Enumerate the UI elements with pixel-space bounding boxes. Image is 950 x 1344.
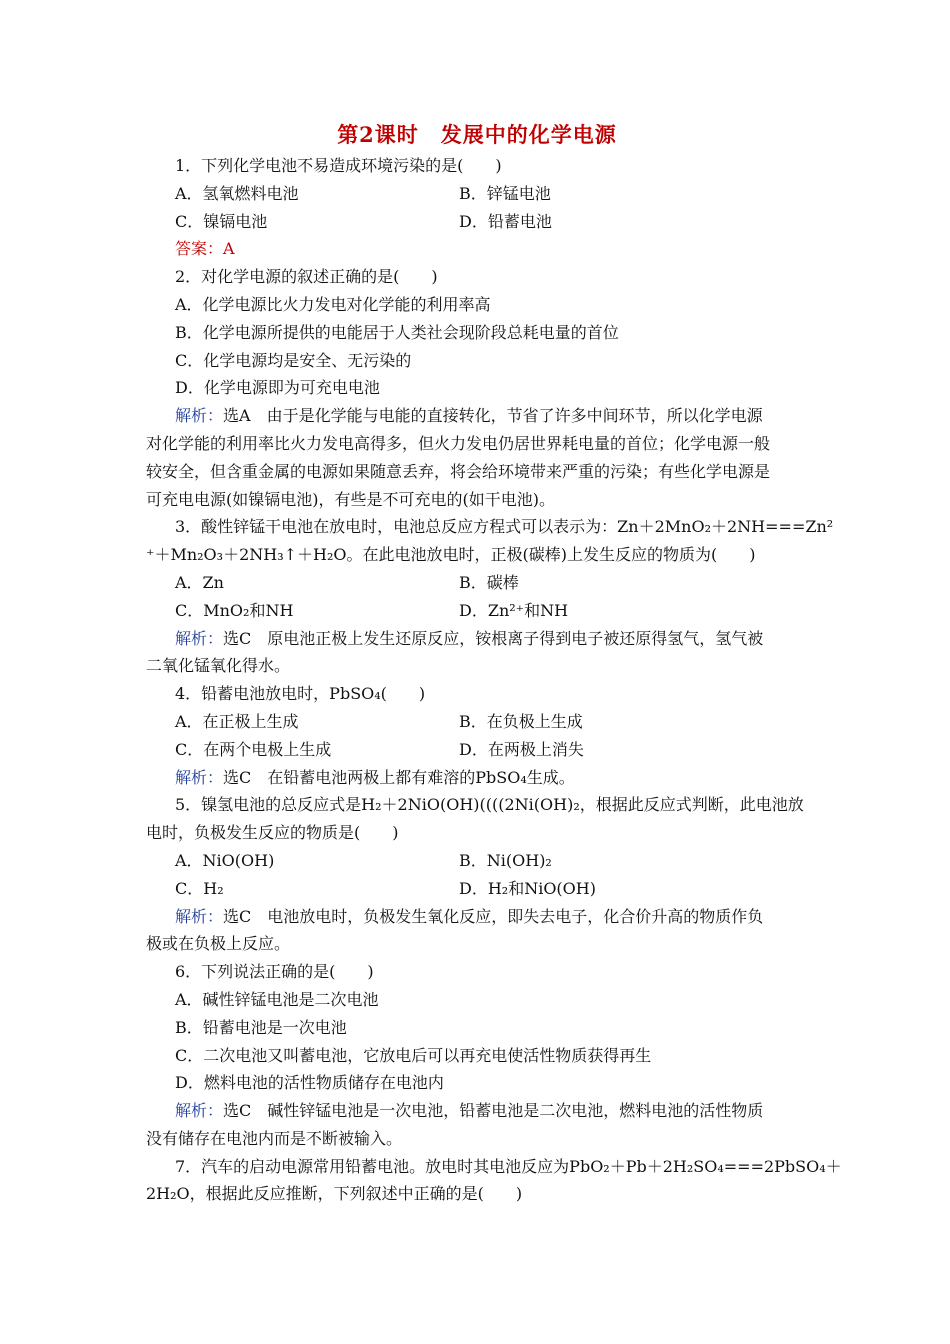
question-3-options-cd <box>146 597 808 625</box>
page-title: 第2课时 发展中的化学电源 <box>337 122 617 147</box>
option-c: C．镍镉电池 <box>175 211 268 231</box>
option-d: D．H₂和NiO(OH) <box>459 878 596 898</box>
question-2-explanation-line-4: 可充电电源(如镍镉电池)，有些是不可充电的(如干电池)。 <box>146 489 555 509</box>
question-3-explanation-line-1 <box>146 625 808 653</box>
option-c: C．二次电池又叫蓄电池，它放电后可以再充电使活性物质获得再生 <box>175 1045 652 1065</box>
option-d: D．化学电源即为可充电电池 <box>175 378 380 398</box>
explanation-label: 解析： <box>175 628 224 648</box>
option-b: B．化学电源所提供的电能居于人类社会现阶段总耗电量的首位 <box>175 322 619 342</box>
option-b: B．在负极上生成 <box>459 711 583 731</box>
question-5-stem-line-2: 电时，负极发生反应的物质是( ) <box>146 823 399 843</box>
explanation-label: 解析： <box>175 1101 224 1121</box>
question-1-options-cd <box>146 208 808 236</box>
question-2-explanation-line-3: 较安全，但含重金属的电源如果随意丢弃，将会给环境带来严重的污染；有些化学电源是 <box>146 461 771 481</box>
question-7-stem-line-1: 7．汽车的启动电源常用铅蓄电池。放电时其电池反应为PbO₂＋Pb＋2H₂SO₄===2PbSO₄＋ <box>175 1156 842 1176</box>
question-2-stem: 2．对化学电源的叙述正确的是( ) <box>175 267 438 287</box>
option-c: C．H₂ <box>175 878 224 898</box>
question-1-answer: 答案：A <box>175 239 235 259</box>
question-6-stem: 6．下列说法正确的是( ) <box>175 962 374 982</box>
question-1-options-ab <box>146 180 808 208</box>
option-c: C．化学电源均是安全、无污染的 <box>175 350 412 370</box>
question-4-stem: 4．铅蓄电池放电时，PbSO₄( ) <box>175 684 426 704</box>
explanation-label: 解析： <box>175 906 224 926</box>
option-d: D．Zn²⁺和NH <box>459 600 569 620</box>
question-1-stem: 1．下列化学电池不易造成环境污染的是( ) <box>175 156 502 175</box>
question-5-options-ab <box>146 847 808 875</box>
option-a: A．Zn <box>175 572 224 592</box>
option-b: B．碳棒 <box>459 572 519 592</box>
option-c: C．MnO₂和NH <box>175 600 294 620</box>
question-2-explanation-line-1 <box>146 402 808 430</box>
option-b: B．Ni(OH)₂ <box>459 850 552 870</box>
option-a: A．化学电源比火力发电对化学能的利用率高 <box>175 294 491 314</box>
question-5-explanation-line-2: 极或在负极上反应。 <box>146 934 291 954</box>
question-6-explanation-line-1 <box>146 1097 808 1125</box>
option-c: C．在两个电极上生成 <box>175 739 332 759</box>
explanation-text: 选C 原电池正极上发生还原反应，铵根离子得到电子被还原得氢气，氢气被 <box>223 628 764 648</box>
question-6-explanation-line-2: 没有储存在电池内而是不断被输入。 <box>146 1128 403 1148</box>
option-b: B．锌锰电池 <box>459 183 551 203</box>
question-3-stem-line-2: ⁺＋Mn₂O₃＋2NH₃↑＋H₂O。在此电池放电时，正极(碳棒)上发生反应的物质为( ) <box>146 545 756 565</box>
question-2-explanation-line-2: 对化学能的利用率比火力发电高得多，但火力发电仍居世界耗电量的首位；化学电源一般 <box>146 433 771 453</box>
option-b: B．铅蓄电池是一次电池 <box>175 1017 347 1037</box>
option-a: A．氢氧燃料电池 <box>175 183 299 203</box>
question-7-stem-line-2: 2H₂O，根据此反应推断，下列叙述中正确的是( ) <box>146 1184 523 1204</box>
question-5-options-cd <box>146 875 808 903</box>
question-4-options-ab <box>146 708 808 736</box>
option-a: A．在正极上生成 <box>175 711 299 731</box>
explanation-text: 选A 由于是化学能与电能的直接转化，节省了许多中间环节，所以化学电源 <box>223 406 763 426</box>
question-3-options-ab <box>146 569 808 597</box>
explanation-text: 选C 在铅蓄电池两极上都有难溶的PbSO₄生成。 <box>223 767 575 787</box>
option-d: D．铅蓄电池 <box>459 211 552 231</box>
document-page <box>146 120 842 1208</box>
question-5-explanation-line-1 <box>146 903 808 931</box>
option-d: D．燃料电池的活性物质储存在电池内 <box>175 1073 444 1093</box>
question-3-explanation-line-2: 二氧化锰氧化得水。 <box>146 656 291 676</box>
question-4-explanation-line-1 <box>146 764 808 792</box>
question-5-stem-line-1: 5．镍氢电池的总反应式是H₂＋2NiO(OH)((((2Ni(OH)₂，根据此反应式判断，此电池放 <box>175 795 804 815</box>
question-3-stem-line-1: 3．酸性锌锰干电池在放电时，电池总反应方程式可以表示为：Zn＋2MnO₂＋2NH===Zn² <box>175 517 834 537</box>
explanation-label: 解析： <box>175 406 224 426</box>
explanation-text: 选C 碱性锌锰电池是一次电池，铅蓄电池是二次电池，燃料电池的活性物质 <box>223 1101 764 1121</box>
option-a: A．碱性锌锰电池是二次电池 <box>175 989 379 1009</box>
question-4-options-cd <box>146 736 808 764</box>
option-d: D．在两极上消失 <box>459 739 584 759</box>
explanation-label: 解析： <box>175 767 224 787</box>
option-a: A．NiO(OH) <box>175 850 275 870</box>
explanation-text: 选C 电池放电时，负极发生氧化反应，即失去电子，化合价升高的物质作负 <box>223 906 764 926</box>
